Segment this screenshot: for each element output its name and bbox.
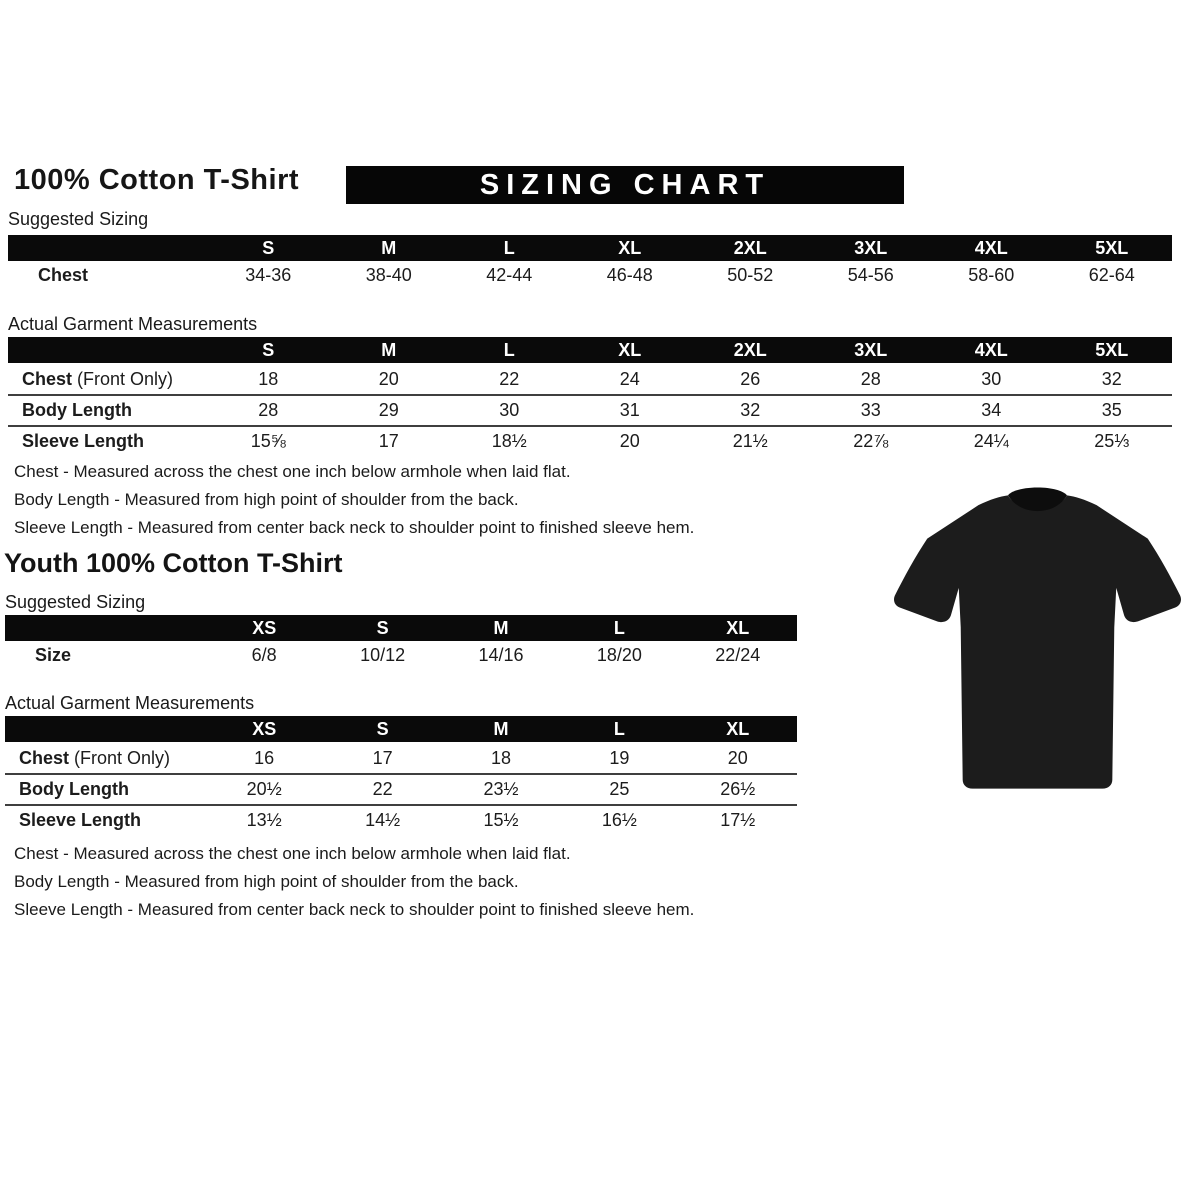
note-chest: Chest - Measured across the chest one inch below armhole when laid flat. [14, 462, 571, 481]
header-cell: 2XL [733, 237, 767, 258]
cell: 16½ [601, 810, 637, 830]
header-cell: XL [618, 339, 642, 360]
cell: 18/20 [596, 645, 642, 665]
header-cell: S [376, 718, 389, 739]
row-label [5, 810, 205, 831]
cell: 21½ [732, 431, 768, 451]
row-label-main: Chest [19, 748, 70, 768]
adult-measurements-label: Actual Garment Measurements [8, 314, 258, 334]
youth-measurements-table [5, 716, 797, 835]
cell: 17 [372, 748, 393, 768]
cell: 24 [619, 369, 640, 389]
cell: 26½ [720, 779, 756, 799]
header-cell: M [493, 617, 509, 638]
header-cell: 2XL [733, 339, 767, 360]
cell: 38-40 [365, 265, 412, 285]
sizing-chart-banner [346, 166, 904, 204]
table-row-sleeve-length [8, 427, 1172, 456]
table-header-row [5, 615, 797, 641]
header-cell: 5XL [1095, 339, 1129, 360]
cell: 50-52 [727, 265, 774, 285]
cell: 33 [860, 400, 881, 420]
cell: 22⅞ [853, 431, 889, 451]
table-row-sleeve-length [5, 806, 797, 835]
header-cell: XS [252, 617, 277, 638]
cell: 54-56 [847, 265, 894, 285]
cell: 34 [981, 400, 1002, 420]
header-cell: S [376, 617, 389, 638]
header-cell: S [262, 339, 275, 360]
cell: 10/12 [360, 645, 406, 665]
header-cell: XL [618, 237, 642, 258]
cell: 20 [727, 748, 748, 768]
cell: 25 [609, 779, 630, 799]
cell: 58-60 [968, 265, 1015, 285]
row-label [8, 369, 208, 390]
cell: 31 [619, 400, 640, 420]
cell: 17½ [720, 810, 756, 830]
row-label-suffix: (Front Only) [72, 369, 174, 389]
cell: 28 [860, 369, 881, 389]
youth-section-title: Youth 100% Cotton T-Shirt [4, 548, 343, 578]
table-row-chest [8, 365, 1172, 396]
cell: 23½ [483, 779, 519, 799]
row-label [5, 748, 205, 769]
cell: 32 [740, 400, 761, 420]
header-cell: M [493, 718, 509, 739]
cell: 19 [609, 748, 630, 768]
note-body-length: Body Length - Measured from high point of shoulder from the back. [14, 872, 519, 891]
row-label-main: Sleeve Length [19, 810, 142, 830]
row-label-main: Sleeve Length [22, 431, 145, 451]
header-cell: S [262, 237, 275, 258]
row-label-main: Body Length [19, 779, 129, 799]
table-header-row [8, 337, 1172, 365]
row-label [5, 779, 205, 800]
cell: 34-36 [245, 265, 292, 285]
header-cell: L [503, 237, 515, 258]
cell: 32 [1101, 369, 1122, 389]
table-row-body-length [8, 396, 1172, 427]
table-row [8, 261, 1172, 290]
row-label: Size [35, 645, 72, 665]
sizing-chart-banner-text: SIZING CHART [479, 168, 771, 201]
header-cell: 3XL [854, 237, 888, 258]
youth-suggested-sizing-table [5, 615, 797, 670]
youth-measurement-notes [14, 840, 694, 924]
cell: 15⅝ [250, 431, 286, 451]
cell: 18½ [491, 431, 527, 451]
header-cell: XL [726, 617, 750, 638]
adult-measurement-notes [14, 458, 694, 542]
adult-measurements-table [8, 337, 1172, 456]
cell: 35 [1101, 400, 1122, 420]
header-cell: 3XL [854, 339, 888, 360]
row-label [8, 400, 208, 421]
adult-suggested-sizing-table [8, 235, 1172, 290]
header-cell: XS [252, 718, 277, 739]
cell: 18 [490, 748, 511, 768]
cell: 24¼ [973, 431, 1009, 451]
header-cell: 5XL [1095, 237, 1129, 258]
cell: 18 [258, 369, 279, 389]
table-header-row [8, 235, 1172, 261]
row-label: Chest [38, 265, 89, 285]
header-cell: 4XL [974, 339, 1008, 360]
cell: 15½ [483, 810, 519, 830]
header-cell: M [381, 339, 397, 360]
header-cell: L [613, 718, 625, 739]
cell: 25⅓ [1094, 431, 1130, 451]
cell: 17 [378, 431, 399, 451]
cell: 28 [258, 400, 279, 420]
note-body-length: Body Length - Measured from high point of shoulder from the back. [14, 490, 519, 509]
black-tshirt-image [880, 466, 1195, 818]
note-sleeve-length: Sleeve Length - Measured from center back neck to shoulder point to finished sleeve hem. [14, 518, 695, 537]
cell: 14½ [365, 810, 401, 830]
row-label-main: Chest [22, 369, 73, 389]
header-cell: L [503, 339, 515, 360]
cell: 42-44 [486, 265, 533, 285]
cell: 62-64 [1088, 265, 1135, 285]
row-label [8, 431, 208, 452]
cell: 29 [378, 400, 399, 420]
cell: 6/8 [251, 645, 277, 665]
cell: 13½ [246, 810, 282, 830]
header-cell: 4XL [974, 237, 1008, 258]
youth-suggested-sizing-label: Suggested Sizing [5, 592, 146, 612]
cell: 20 [378, 369, 399, 389]
cell: 30 [499, 400, 520, 420]
table-row-chest [5, 744, 797, 775]
cell: 14/16 [478, 645, 524, 665]
youth-measurements-label: Actual Garment Measurements [5, 693, 255, 713]
cell: 46-48 [606, 265, 653, 285]
header-cell: XL [726, 718, 750, 739]
table-row-body-length [5, 775, 797, 806]
cell: 26 [740, 369, 761, 389]
page-title: 100% Cotton T-Shirt [14, 164, 300, 196]
cell: 20½ [246, 779, 282, 799]
cell: 30 [981, 369, 1002, 389]
note-sleeve-length: Sleeve Length - Measured from center back neck to shoulder point to finished sleeve hem. [14, 900, 695, 919]
table-header-row [5, 716, 797, 744]
tshirt-icon [880, 466, 1195, 818]
row-label-suffix: (Front Only) [69, 748, 171, 768]
cell: 22 [372, 779, 393, 799]
cell: 20 [619, 431, 640, 451]
cell: 22/24 [715, 645, 761, 665]
table-row-size [5, 641, 797, 670]
note-chest: Chest - Measured across the chest one inch below armhole when laid flat. [14, 844, 571, 863]
cell: 16 [254, 748, 275, 768]
header-cell: M [381, 237, 397, 258]
adult-suggested-sizing-label: Suggested Sizing [8, 209, 149, 229]
row-label-main: Body Length [22, 400, 132, 420]
cell: 22 [499, 369, 520, 389]
header-cell: L [613, 617, 625, 638]
